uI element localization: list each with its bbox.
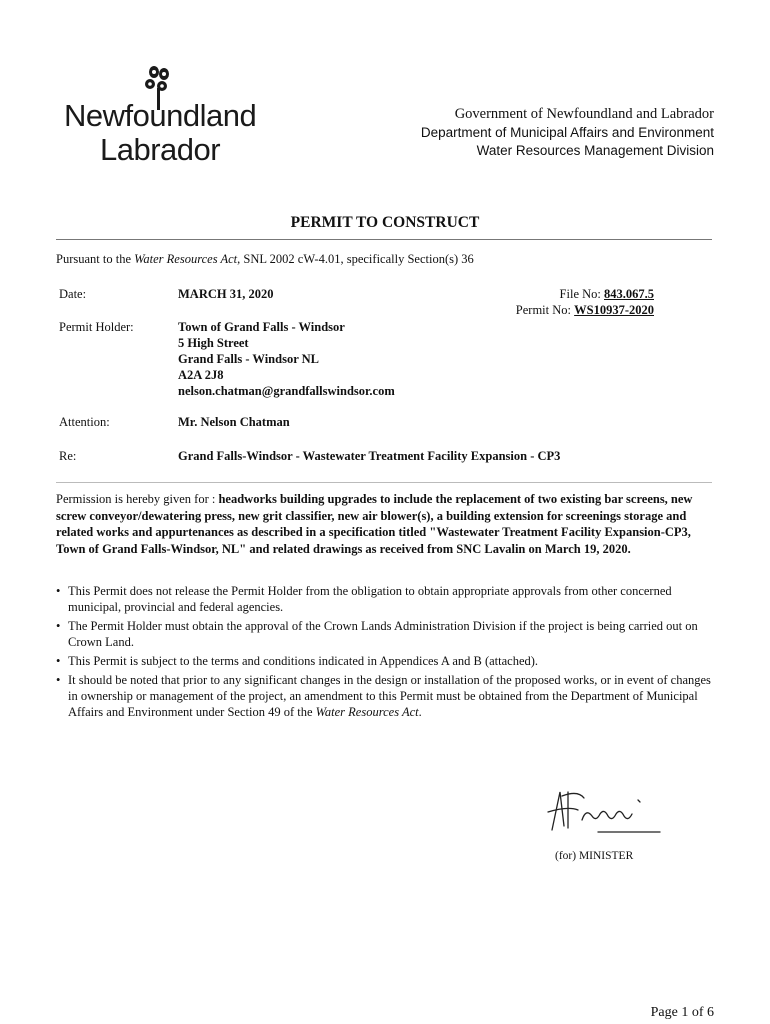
- date-label: Date:: [59, 287, 87, 301]
- list-item: • The Permit Holder must obtain the approval of the Crown Lands Administration Division if the project is being carried out on Crown Land.: [56, 619, 698, 649]
- permit-number-row: [516, 302, 654, 318]
- file-number-row: [560, 286, 654, 302]
- logo-text-labrador: Labrador: [100, 132, 221, 167]
- re-value: Grand Falls-Windsor - Wastewater Treatment Facility Expansion - CP3: [178, 449, 561, 463]
- title-divider: [56, 239, 712, 240]
- list-item-text: This Permit does not release the Permit Holder from the obligation to obtain appropriate approvals from other concerned municipal, provincial and federal agencies.: [68, 584, 672, 614]
- holder-line: 5 High Street: [178, 336, 249, 350]
- department-name: Department of Municipal Affairs and Environment: [420, 125, 714, 140]
- logo-text-newfoundland: Newfoundland: [64, 98, 257, 133]
- list-item: • It should be noted that prior to any significant changes in the design or installation of the proposed works, or in event of changes in ownership or management of the project, an amendment to this Permit must be obtained from the Department of Municipal Affairs and Environment under Section 49 of the Water Resources Act.: [56, 673, 711, 719]
- attention-value: Mr. Nelson Chatman: [178, 415, 290, 429]
- minister-signature: [538, 780, 668, 840]
- conditions-list: [56, 583, 716, 723]
- holder-line: A2A 2J8: [178, 368, 224, 382]
- signature-caption: (for) MINISTER: [555, 850, 634, 862]
- list-item: • This Permit is subject to the terms and conditions indicated in Appendices A and B (attached).: [56, 654, 539, 668]
- pursuant-statement: [56, 251, 474, 267]
- pursuant-suffix: , SNL 2002 cW-4.01, specifically Section(s) 36: [237, 252, 474, 266]
- list-item-text: The Permit Holder must obtain the approval of the Crown Lands Administration Division if the project is being carried out on Crown Land.: [68, 619, 698, 649]
- permit-holder-label: Permit Holder:: [59, 320, 134, 334]
- list-item-text: This Permit is subject to the terms and conditions indicated in Appendices A and B (attached).: [68, 654, 539, 668]
- list-item: • This Permit does not release the Permit Holder from the obligation to obtain appropriate approvals from other concerned municipal, provincial and federal agencies.: [56, 584, 672, 614]
- re-label: Re:: [59, 449, 77, 463]
- division-name: Water Resources Management Division: [476, 143, 714, 158]
- file-number-label: File No:: [559, 287, 601, 301]
- holder-line: Grand Falls - Windsor NL: [178, 352, 320, 366]
- holder-line: Town of Grand Falls - Windsor: [178, 320, 345, 334]
- attention-label: Attention:: [59, 415, 110, 429]
- permit-number-value: WS10937-2020: [574, 303, 654, 317]
- permit-holder-address: [178, 319, 395, 399]
- page-title: PERMIT TO CONSTRUCT: [290, 214, 480, 231]
- government-name: Government of Newfoundland and Labrador: [454, 106, 714, 122]
- date-value: MARCH 31, 2020: [178, 287, 274, 301]
- permit-number-label: Permit No:: [515, 303, 571, 317]
- government-logo: [62, 64, 262, 169]
- section-divider: [56, 482, 712, 483]
- list-item-end: .: [418, 705, 422, 719]
- page-number: Page 1 of 6: [650, 1005, 714, 1020]
- pursuant-act: Water Resources Act: [134, 252, 238, 266]
- list-item-act: Water Resources Act: [315, 705, 419, 719]
- permission-body: headworks building upgrades to include the replacement of two existing bar screens, new screw conveyor/dewatering press, new grit classifier, new air blower(s), a building extension for screenings storage and related works and appurtenances as described in a specification titled "Wastewater Treatment Facility Expansion-CP3, Town of Grand Falls-Windsor, NL" and related drawings as received from SNC Lavalin on March 19, 2020.: [56, 492, 693, 556]
- file-number-value: 843.067.5: [604, 287, 654, 301]
- list-item-text: It should be noted that prior to any significant changes in the design or installation of the proposed works, or in event of changes in ownership or management of the project, an amendment to this Permit must be obtained from the Department of Municipal Affairs and Environment under Section 49 of the: [68, 673, 711, 719]
- holder-email: nelson.chatman@grandfallswindsor.com: [178, 384, 395, 398]
- permission-prefix: Permission is hereby given for :: [56, 492, 219, 506]
- permission-paragraph: [56, 491, 716, 557]
- pursuant-prefix: Pursuant to the: [56, 252, 135, 266]
